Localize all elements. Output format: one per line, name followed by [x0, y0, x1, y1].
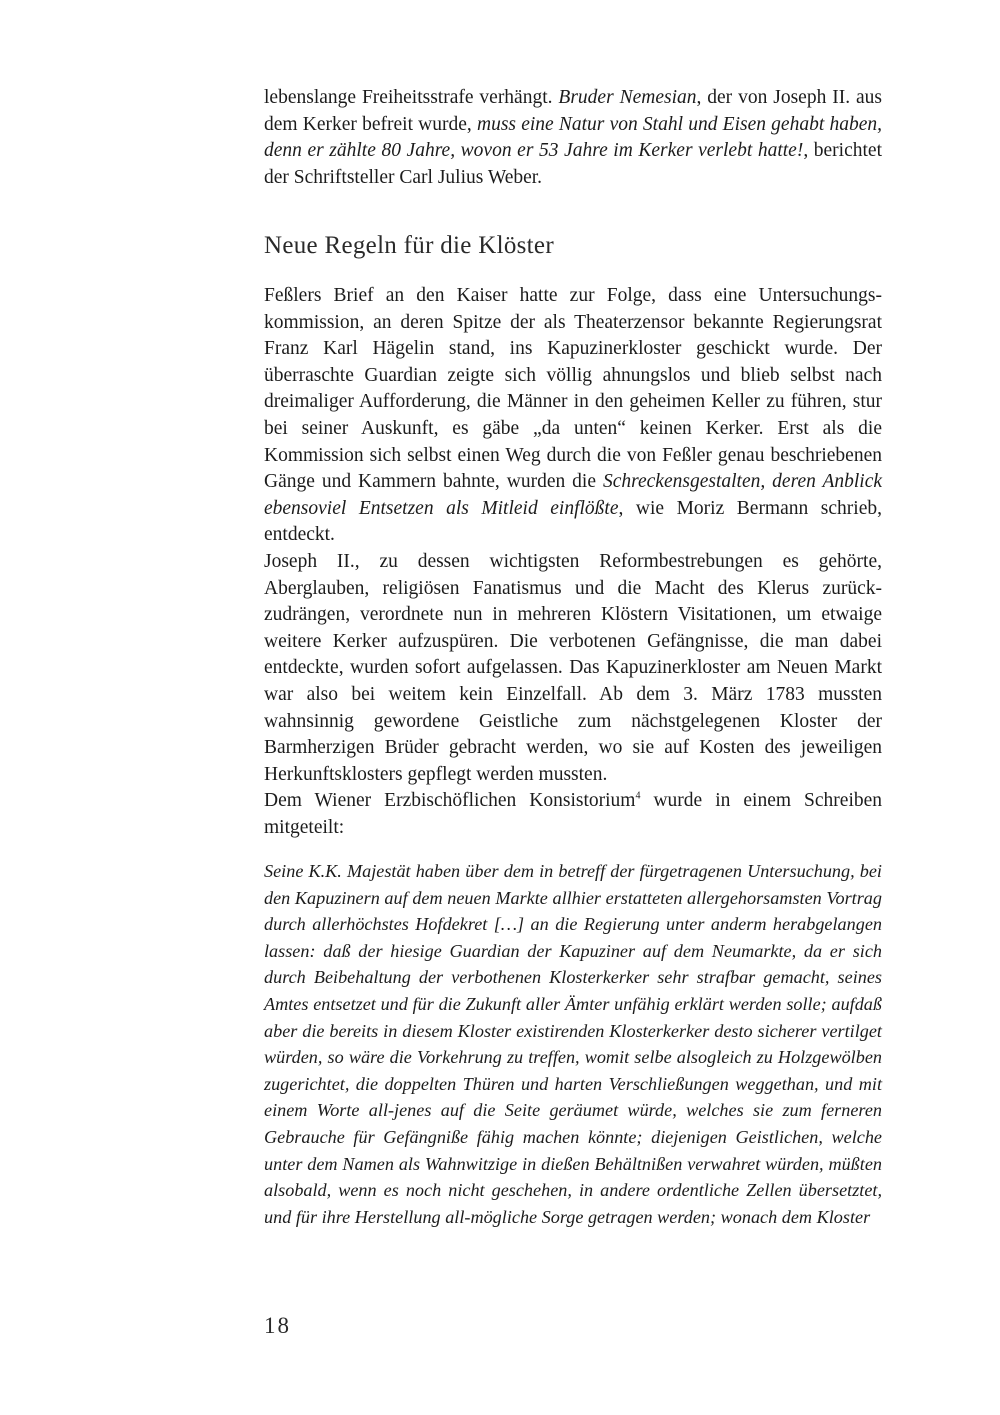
paragraph-reforms: Joseph II., zu dessen wichtigsten Reformbestrebungen es gehörte, Aberglauben, religiösen Fanatismus und die Macht des Klerus zurückzudrängen, verordnete nun in mehreren Klöstern Visitationen, um etwaige weitere Kerker aufzuspüren. Die verbotenen Gefängnisse, die man dabei entdeckte, wurden sofort aufgelassen. Das Kapuzinerkloster am Neuen Markt war also bei weitem kein Einzelfall. Ab dem 3. März 1783 mussten wahnsinnig gewordene Geistliche zum nächstgelegenen Kloster der Barmherzigen Brüder gebracht werden, wo sie auf Kosten des jeweiligen Herkunftsklosters gepflegt werden mussten. [264, 550, 882, 785]
paragraph-konsistorium [264, 788, 882, 841]
text-run: , der von Joseph II. aus dem Kerker befreit wurde, [264, 87, 882, 135]
paragraph-commission [264, 283, 882, 549]
section-heading: Neue Regeln für die Klöster [264, 232, 554, 259]
emphasis-name: Bruder Nemesian [558, 87, 697, 108]
footnote-marker[interactable]: 4 [635, 790, 641, 802]
text-run: lebenslange Freiheitsstrafe verhängt. [264, 87, 559, 108]
text-run: , wie Moriz Bermann schrieb, entdeckt. [264, 497, 882, 546]
text-run: Dem Wiener Erzbischöflichen Konsistorium [264, 790, 636, 812]
text-run: Feßlers Brief an den Kaiser hatte zur Folge, dass eine Untersuchungskommission, an deren Spitze der als Theaterzensor bekannte Regierungsrat Franz Karl Hägelin stand, ins Kapuzinerkloster geschickt wurde. Der überraschte Guardian zeigte sich völlig ahnungslos und blieb selbst nach dreimaliger Aufforderung, die Männer in den geheimen Keller zu führen, stur bei seiner Auskunft, es gäbe „da unten“ keinen Kerker. Erst als die Kommission sich selbst einen Weg durch die von Feßler genau beschriebenen Gänge und Kammern bahnte, wurden die [264, 285, 882, 493]
emphasis-quote: Schreckensgestalten, deren Anblick ebensoviel Entsetzen als Mitleid einflößte [264, 471, 882, 519]
paragraph-nemesian [264, 85, 882, 191]
text-run: wurde in einem Schreiben mitgeteilt: [264, 790, 883, 838]
block-quote: Seine K.K. Majestät haben über dem in betreff der fürgetragenen Untersuchung, bei den Kapuzinern auf dem neuen Markte allhier erstatteten allergehorsamsten Vortrag durch allerhöchstes Hofdekret […] an die Regierung unter anderm herabgelangen lassen: daß der hiesige Guardian der Kapuziner auf dem Neumarkte, da er sich durch Beibehaltung der verbothenen Klosterkerker sehr strafbar gemacht, seines Amtes entsetzet und für die Zukunft aller Ämter unfähig erklärt werden solle; aufdaß aber die bereits in diesem Kloster existirenden Klosterkerker desto sicherer vertilget würden, so wäre die Vorkehrung zu treffen, womit selbe alsogleich zu Holzgewölben zugerichtet, die doppelten Thüren und harten Verschließungen weggethan, und mit einem Worte all-jenes auf die Seite geräumet würde, welches sie zum ferneren Gebrauche für Gefängniße fähig machen könnte; diejenigen Geistlichen, welche unter dem Namen als Wahnwitzige in dießen Behältnißen verwahret würden, müßten alsobald, wenn es noch nicht geschehen, in andere ordentliche Zellen übersetztet, und für ihre Herstellung all-mögliche Sorge getragen werden; wonach dem Kloster [264, 861, 882, 1227]
emphasis-quote: muss eine Natur von Stahl und Eisen gehabt haben, denn er zählte 80 Jahre, wovon er 53 Jahre im Kerker verlebt hatte! [264, 113, 882, 162]
body-text [264, 283, 882, 841]
page-number: 18 [264, 1313, 291, 1338]
text-run: , berichtet der Schriftsteller Carl Julius Weber. [264, 140, 882, 188]
